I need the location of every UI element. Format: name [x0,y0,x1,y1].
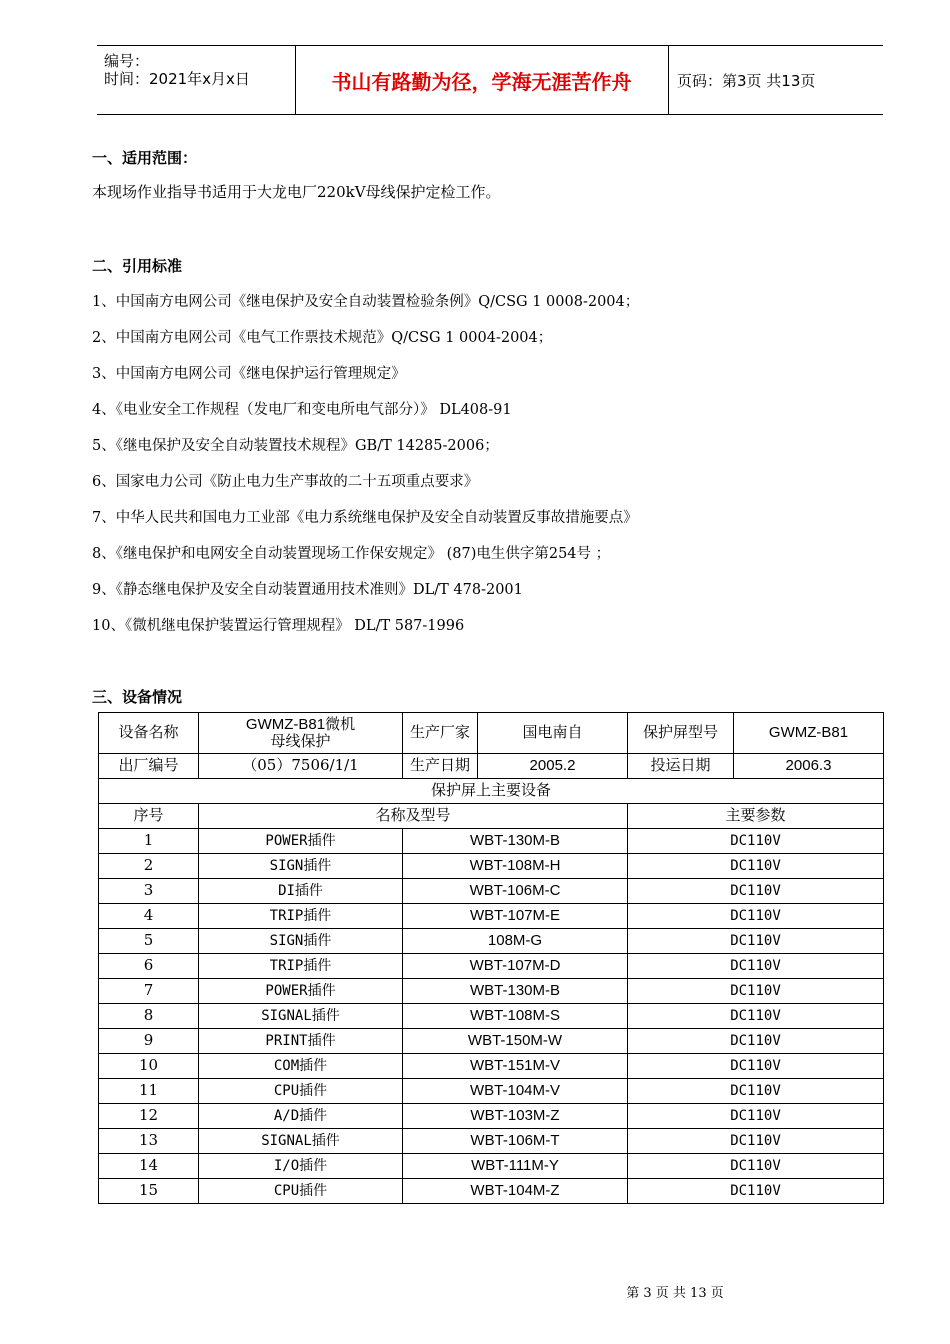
row-model: WBT-104M-V [403,1079,628,1104]
table-subtitle-row [99,779,884,804]
production-date-value: 2005.2 [478,754,628,779]
commission-date-label: 投运日期 [628,754,734,779]
row-parameter: DC110V [628,879,884,904]
table-row [99,879,884,904]
row-model: WBT-104M-Z [403,1179,628,1204]
table-row [99,1154,884,1179]
row-parameter: DC110V [628,1154,884,1179]
device-name-value: GWMZ-B81微机 母线保护 [199,713,403,754]
row-model: WBT-130M-B [403,979,628,1004]
row-model: WBT-103M-Z [403,1104,628,1129]
commission-date-value: 2006.3 [734,754,884,779]
row-number: 3 [99,879,199,904]
row-number: 8 [99,1004,199,1029]
screen-model-label: 保护屏型号 [628,713,734,754]
row-parameter: DC110V [628,854,884,879]
manufacturer-value: 国电南自 [478,713,628,754]
row-model: WBT-151M-V [403,1054,628,1079]
row-number: 2 [99,854,199,879]
table-row [99,904,884,929]
row-device-name: POWER插件 [199,979,403,1004]
row-model: WBT-107M-D [403,954,628,979]
table-row [99,1129,884,1154]
reference-item: 10、《微机继电保护装置运行管理规程》 DL/T 587-1996 [92,618,465,634]
section-3-title: 三、设备情况 [92,688,183,706]
table-row [99,829,884,854]
row-number: 15 [99,1179,199,1204]
reference-item: 3、中国南方电网公司《继电保护运行管理规定》 [92,366,406,382]
row-number: 11 [99,1079,199,1104]
row-model: WBT-106M-C [403,879,628,904]
reference-item: 4、《电业安全工作规程（发电厂和变电所电气部分）》 DL408-91 [92,402,512,418]
row-number: 6 [99,954,199,979]
row-number: 4 [99,904,199,929]
table-row [99,1104,884,1129]
equipment-rows [99,829,884,1204]
row-number: 14 [99,1154,199,1179]
device-name-label: 设备名称 [99,713,199,754]
row-parameter: DC110V [628,1079,884,1104]
reference-item: 6、国家电力公司《防止电力生产事故的二十五项重点要求》 [92,474,479,490]
row-model: WBT-108M-H [403,854,628,879]
table-subtitle: 保护屏上主要设备 [99,779,884,804]
serial-value: （05）7506/1/1 [199,754,403,779]
row-device-name: POWER插件 [199,829,403,854]
manufacturer-label: 生产厂家 [403,713,478,754]
row-parameter: DC110V [628,1054,884,1079]
row-number: 9 [99,1029,199,1054]
row-parameter: DC110V [628,979,884,1004]
table-row [99,1004,884,1029]
column-header-parameters: 主要参数 [628,804,884,829]
row-model: WBT-111M-Y [403,1154,628,1179]
reference-item: 2、中国南方电网公司《电气工作票技术规范》Q/CSG 1 0004-2004； [92,330,553,346]
equipment-info-row [99,754,884,779]
section-2-title: 二、引用标准 [92,257,183,275]
table-row [99,1079,884,1104]
row-device-name: I/O插件 [199,1154,403,1179]
table-row [99,1054,884,1079]
reference-item: 1、中国南方电网公司《继电保护及安全自动装置检验条例》Q/CSG 1 0008-2004； [92,294,640,310]
row-model: WBT-106M-T [403,1129,628,1154]
row-model: WBT-130M-B [403,829,628,854]
header-motto: 书山有路勤为径，学海无涯苦作舟 [295,46,669,114]
row-device-name: CPU插件 [199,1079,403,1104]
row-number: 5 [99,929,199,954]
reference-item: 8、《继电保护和电网安全自动装置现场工作保安规定》 (87)电生供字第254号 ； [92,546,611,562]
table-row [99,1179,884,1204]
row-device-name: SIGNAL插件 [199,1004,403,1029]
row-parameter: DC110V [628,1029,884,1054]
row-parameter: DC110V [628,1129,884,1154]
row-parameter: DC110V [628,1179,884,1204]
production-date-label: 生产日期 [403,754,478,779]
table-row [99,954,884,979]
row-device-name: SIGNAL插件 [199,1129,403,1154]
serial-label: 出厂编号 [99,754,199,779]
reference-item: 7、中华人民共和国电力工业部《电力系统继电保护及安全自动装置反事故措施要点》 [92,510,638,526]
section-1-title: 一、适用范围： [92,149,198,167]
reference-item: 5、《继电保护及安全自动装置技术规程》GB/T 14285-2006； [92,438,499,454]
row-model: WBT-107M-E [403,904,628,929]
row-device-name: A/D插件 [199,1104,403,1129]
table-row [99,854,884,879]
document-time-label: 时间：2021年x月x日 [104,70,250,88]
header-page-number: 页码：第3页 共13页 [677,71,816,90]
row-number: 12 [99,1104,199,1129]
row-device-name: CPU插件 [199,1179,403,1204]
document-number-label: 编号： [104,52,150,70]
row-device-name: TRIP插件 [199,904,403,929]
equipment-table [98,712,884,1204]
row-device-name: SIGN插件 [199,929,403,954]
page-header [97,45,883,115]
header-meta [97,46,296,114]
row-parameter: DC110V [628,1104,884,1129]
screen-model-value: GWMZ-B81 [734,713,884,754]
row-parameter: DC110V [628,829,884,854]
row-number: 10 [99,1054,199,1079]
row-device-name: TRIP插件 [199,954,403,979]
table-row [99,929,884,954]
row-number: 7 [99,979,199,1004]
table-row [99,979,884,1004]
row-device-name: DI插件 [199,879,403,904]
page-footer: 第 3 页 共 13 页 [626,1286,724,1301]
row-number: 13 [99,1129,199,1154]
row-parameter: DC110V [628,929,884,954]
row-model: WBT-150M-W [403,1029,628,1054]
row-parameter: DC110V [628,1004,884,1029]
table-header-row [99,804,884,829]
table-row [99,1029,884,1054]
row-device-name: COM插件 [199,1054,403,1079]
section-1-text: 本现场作业指导书适用于大龙电厂220kV母线保护定检工作。 [92,183,501,201]
column-header-name-model: 名称及型号 [199,804,628,829]
row-device-name: PRINT插件 [199,1029,403,1054]
reference-item: 9、《静态继电保护及安全自动装置通用技术准则》DL/T 478-2001 [92,582,523,598]
row-parameter: DC110V [628,904,884,929]
row-number: 1 [99,829,199,854]
row-device-name: SIGN插件 [199,854,403,879]
row-model: WBT-108M-S [403,1004,628,1029]
column-header-number: 序号 [99,804,199,829]
row-parameter: DC110V [628,954,884,979]
equipment-info-row [99,713,884,754]
row-model: 108M-G [403,929,628,954]
